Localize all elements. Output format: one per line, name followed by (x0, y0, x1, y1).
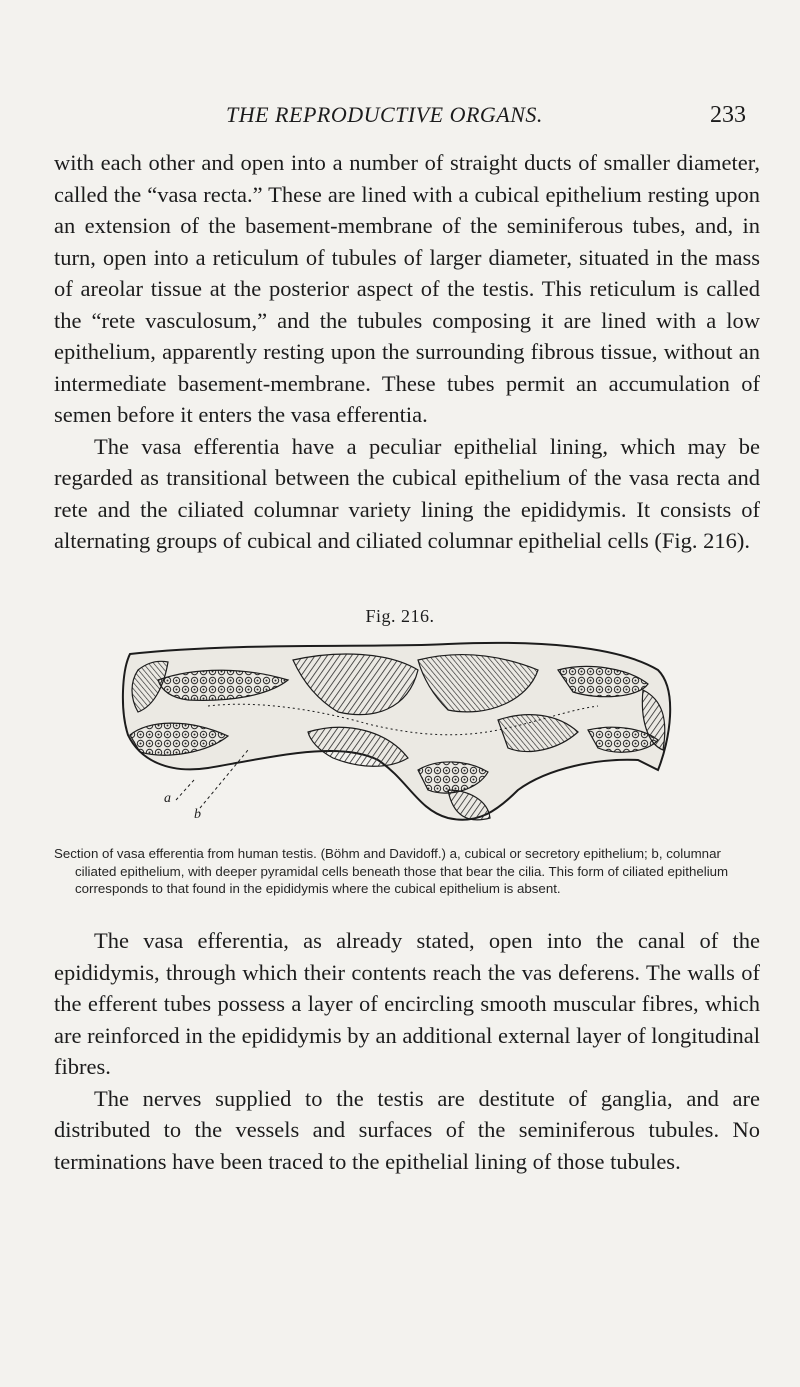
figure-label: Fig. 216. (365, 606, 435, 626)
paragraph-vasa-efferentia-lining: The vasa efferentia have a peculiar epithelial lining, which may be regarded as transitional between the cubical epithelium of the vasa recta and rete and the ciliated columnar variety lining the epididymis. It consists of alternating groups of cubical and ciliated columnar epithelial cells (Fig. 216). (54, 433, 760, 553)
paragraph-nerves: The nerves supplied to the testis are destitute of ganglia, and are distributed to the vessels and surfaces of the seminiferous tubules. No terminations have been traced to the epithelial lining of those tubules. (54, 1085, 760, 1174)
figure-label-b: b (194, 807, 201, 822)
paragraph-epididymis: The vasa efferentia, as already stated, open into the canal of the epididymis, through which their contents reach the vas deferens. The walls of the efferent tubes possess a layer of encircling smooth muscular fibres, which are reinforced in the epididymis by an additional external layer of longitudinal fibres. (54, 928, 760, 1079)
figure-caption-text: Section of vasa efferentia from human testis. (Böhm and Davidoff.) a, cubical or secretory epithelium; b, columnar ciliated epithelium, with deeper pyramidal cells beneath those that bear the cilia. This form of ciliated epithelium corresponds to that found in the epididymis where the cubical epithelium is absent. (54, 846, 729, 896)
paragraph-vasa-recta: with each other and open into a number of straight ducts of smaller diameter, called the “vasa recta.” These are lined with a cubical epithelium resting upon an extension of the basement-membrane of the seminiferous tubes, and, in turn, open into a reticulum of tubules of larger diameter, situated in the mass of areolar tissue at the posterior aspect of the testis. This reticulum is called the “rete vasculosum,” and the tubules composing it are lined with a low epithelium, apparently resting upon the surrounding fibrous tissue, without an intermediate basement-membrane. These tubes permit an accumulation of semen before it enters the vasa efferentia. (54, 150, 760, 427)
figure-label-a: a (164, 791, 171, 806)
figure-caption (54, 845, 760, 898)
body-text-bottom (54, 925, 760, 1177)
figure-illustration (118, 640, 684, 830)
leader-line-a (176, 780, 194, 800)
vasa-efferentia-section-drawing (118, 640, 684, 830)
body-text-top (54, 147, 760, 557)
page-number: 233 (710, 102, 746, 128)
page-header (0, 102, 800, 138)
running-title: THE REPRODUCTIVE ORGANS. (226, 102, 543, 127)
